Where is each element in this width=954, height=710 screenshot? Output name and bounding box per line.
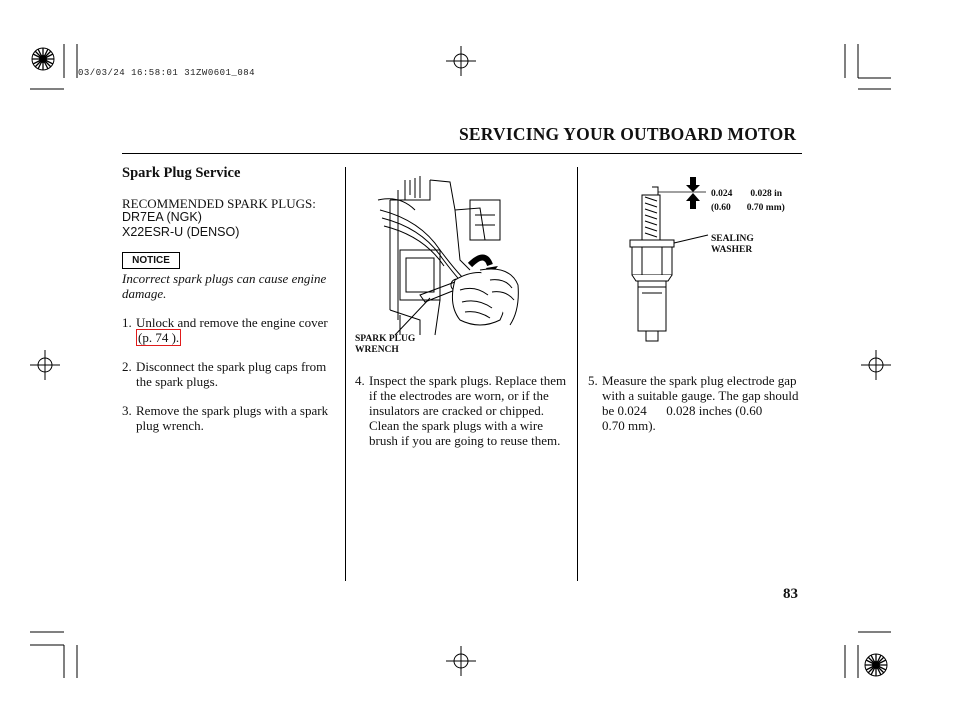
gap-spec-label [711,189,811,214]
gap-max-in: 0.028 in [750,189,783,199]
plug-ngk: DR7EA (NGK) [122,210,202,224]
wrench-label-line-2: WRENCH [355,345,399,355]
print-stamp: 03/03/24 16:58:01 31ZW0601_084 [78,68,256,78]
registration-crosshair-left [30,350,60,380]
step-4-text: Inspect the spark plugs. Replace them if the electrodes are worn, or if the insulators are cracked or chipped. Clean the spark plugs with a wire brush if you are going to reuse them. [369,373,567,448]
gap-min-mm: (0.60 [711,203,731,213]
step-4 [355,373,570,448]
registration-starburst-bottom-right [861,650,891,680]
plug-denso: X22ESR-U (DENSO) [122,225,240,239]
engine-wrench-illustration [360,170,530,340]
registration-crosshair-bottom [446,646,476,676]
gap-max-mm: 0.70 mm) [746,203,785,213]
step-4-number: 4. [355,373,365,388]
title-rule [122,153,802,154]
column-divider-1 [345,167,346,581]
step-1-number: 1. [122,315,132,330]
wrench-label [355,334,415,356]
page-reference-link[interactable]: (p. 74 ). [138,330,180,345]
step-1 [122,315,338,345]
notice-badge: NOTICE [122,252,180,269]
step-5-text: Measure the spark plug electrode gap with a suitable gauge. The gap should be 0.024 0.028 inches (0.60 0.70 mm). [602,373,802,433]
column-divider-2 [577,167,578,581]
page-number: 83 [783,586,798,602]
washer-label [711,234,754,256]
step-5-number: 5. [588,373,598,388]
step-2-number: 2. [122,359,132,374]
registration-crosshair-right [861,350,891,380]
notice-text: Incorrect spark plugs can cause engine damage. [122,271,327,301]
step-1-text: Unlock and remove the engine cover [136,315,328,330]
washer-label-line-2: WASHER [711,245,753,255]
wrench-label-line-1: SPARK PLUG [355,334,416,344]
step-3-text: Remove the spark plugs with a spark plug wrench. [136,403,329,433]
washer-label-line-1: SEALING [711,234,754,244]
section-heading: Spark Plug Service [122,165,241,181]
registration-starburst-top-left [28,44,58,74]
step-3-number: 3. [122,403,132,418]
step-2-text: Disconnect the spark plug caps from the spark plugs. [136,359,327,389]
step-5 [588,373,800,433]
page-title: SERVICING YOUR OUTBOARD MOTOR [459,124,797,144]
recommended-plugs-label: RECOMMENDED SPARK PLUGS: [122,196,316,211]
step-3 [122,403,338,433]
step-2 [122,359,338,389]
gap-min-in: 0.024 [711,189,733,199]
registration-crosshair-top [446,46,476,76]
spark-plug-illustration [620,175,710,345]
